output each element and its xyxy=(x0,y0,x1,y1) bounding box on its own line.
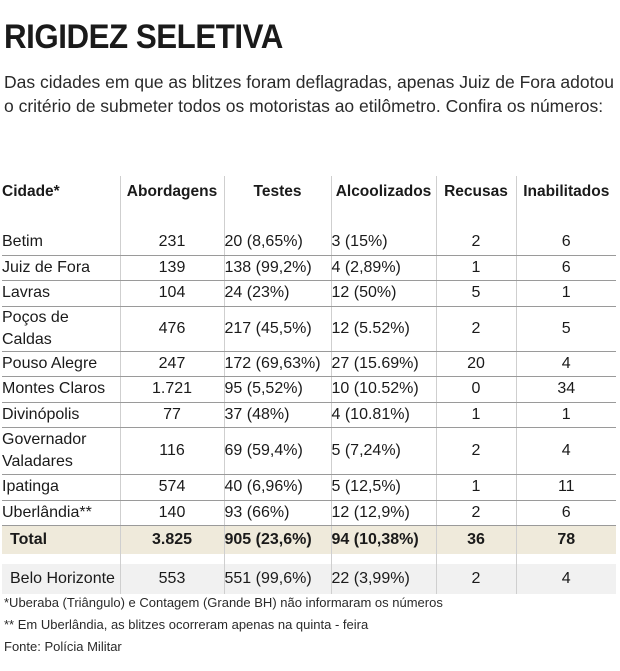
footnotes xyxy=(4,592,443,658)
footnote-2: ** Em Uberlândia, as blitzes ocorreram apenas na quinta - feira xyxy=(4,617,369,632)
cell-disqualified: 11 xyxy=(516,475,616,501)
cell-disqualified: 4 xyxy=(516,351,616,377)
page-title: RIGIDEZ SELETIVA xyxy=(4,18,283,56)
cell-disqualified: 34 xyxy=(516,377,616,403)
data-table xyxy=(2,176,616,594)
cell-drunk: 94 (10,38%) xyxy=(331,526,436,555)
header-approaches: Abordagens xyxy=(120,176,224,208)
cell-tests: 24 (23%) xyxy=(224,281,331,307)
cell-city: Montes Claros xyxy=(2,377,120,403)
table-row xyxy=(2,281,616,307)
table-row xyxy=(2,255,616,281)
cell-disqualified: 78 xyxy=(516,526,616,555)
cell-refusals: 5 xyxy=(436,281,516,307)
cell-drunk: 10 (10.52%) xyxy=(331,377,436,403)
table-row xyxy=(2,306,616,351)
cell-city: Governador Valadares xyxy=(2,428,120,475)
total-row xyxy=(2,526,616,555)
belo-horizonte-row xyxy=(2,564,616,594)
cell-refusals: 20 xyxy=(436,351,516,377)
footnote-1: *Uberaba (Triângulo) e Contagem (Grande BH) não informaram os números xyxy=(4,595,443,610)
cell-tests: 93 (66%) xyxy=(224,500,331,526)
cell-city: Divinópolis xyxy=(2,402,120,428)
cell-drunk: 4 (2,89%) xyxy=(331,255,436,281)
cell-city: Lavras xyxy=(2,281,120,307)
cell-refusals: 2 xyxy=(436,428,516,475)
header-drunk: Alcoolizados xyxy=(331,176,436,208)
cell-drunk: 12 (50%) xyxy=(331,281,436,307)
cell-drunk: 5 (7,24%) xyxy=(331,428,436,475)
cell-disqualified: 1 xyxy=(516,281,616,307)
cell-tests: 95 (5,52%) xyxy=(224,377,331,403)
cell-tests: 37 (48%) xyxy=(224,402,331,428)
cell-disqualified: 6 xyxy=(516,255,616,281)
cell-refusals: 2 xyxy=(436,230,516,255)
cell-city: Ipatinga xyxy=(2,475,120,501)
cell-city: Pouso Alegre xyxy=(2,351,120,377)
cell-tests: 20 (8,65%) xyxy=(224,230,331,255)
cell-drunk: 22 (3,99%) xyxy=(331,564,436,594)
cell-tests: 69 (59,4%) xyxy=(224,428,331,475)
cell-disqualified: 6 xyxy=(516,230,616,255)
cell-approaches: 104 xyxy=(120,281,224,307)
cell-drunk: 5 (12,5%) xyxy=(331,475,436,501)
table-row xyxy=(2,377,616,403)
cell-city: Uberlândia** xyxy=(2,500,120,526)
header-disqualified: Inabilitados xyxy=(523,183,610,200)
cell-approaches: 574 xyxy=(120,475,224,501)
table-row xyxy=(2,351,616,377)
cell-tests: 217 (45,5%) xyxy=(224,306,331,351)
cell-city: Total xyxy=(2,526,120,555)
cell-disqualified: 5 xyxy=(516,306,616,351)
table-row xyxy=(2,475,616,501)
cell-approaches: 231 xyxy=(120,230,224,255)
cell-approaches: 140 xyxy=(120,500,224,526)
cell-refusals: 2 xyxy=(436,306,516,351)
cell-tests: 905 (23,6%) xyxy=(224,526,331,555)
cell-approaches: 116 xyxy=(120,428,224,475)
cell-drunk: 12 (5.52%) xyxy=(331,306,436,351)
table-row xyxy=(2,230,616,255)
cell-refusals: 2 xyxy=(436,564,516,594)
cell-refusals: 2 xyxy=(436,500,516,526)
header-refusals: Recusas xyxy=(436,176,516,208)
cell-tests: 172 (69,63%) xyxy=(224,351,331,377)
cell-approaches: 247 xyxy=(120,351,224,377)
cell-tests: 138 (99,2%) xyxy=(224,255,331,281)
cell-city: Belo Horizonte xyxy=(2,564,120,594)
cell-drunk: 4 (10.81%) xyxy=(331,402,436,428)
cell-disqualified: 6 xyxy=(516,500,616,526)
cell-approaches: 139 xyxy=(120,255,224,281)
cell-disqualified: 4 xyxy=(516,428,616,475)
cell-disqualified: 1 xyxy=(516,402,616,428)
cell-city: Poços de Caldas xyxy=(2,306,120,351)
cell-disqualified: 4 xyxy=(516,564,616,594)
cell-refusals: 1 xyxy=(436,255,516,281)
cell-refusals: 0 xyxy=(436,377,516,403)
table-row xyxy=(2,428,616,475)
header-row xyxy=(2,176,616,208)
cell-tests: 40 (6,96%) xyxy=(224,475,331,501)
cell-approaches: 476 xyxy=(120,306,224,351)
table-row xyxy=(2,402,616,428)
cell-refusals: 36 xyxy=(436,526,516,555)
cell-tests: 551 (99,6%) xyxy=(224,564,331,594)
cell-approaches: 553 xyxy=(120,564,224,594)
cell-drunk: 3 (15%) xyxy=(331,230,436,255)
cell-refusals: 1 xyxy=(436,475,516,501)
cell-refusals: 1 xyxy=(436,402,516,428)
cell-city: Betim xyxy=(2,230,120,255)
table-row xyxy=(2,500,616,526)
source-note: Fonte: Polícia Militar xyxy=(4,639,122,654)
cell-drunk: 27 (15.69%) xyxy=(331,351,436,377)
cell-city: Juiz de Fora xyxy=(2,255,120,281)
header-city: Cidade* xyxy=(2,176,120,208)
cell-approaches: 1.721 xyxy=(120,377,224,403)
cell-approaches: 77 xyxy=(120,402,224,428)
subtitle: Das cidades em que as blitzes foram deflagradas, apenas Juiz de Fora adotou o critério de submeter todos os motoristas ao etilômetro. Confira os números: xyxy=(4,72,614,116)
cell-approaches: 3.825 xyxy=(120,526,224,555)
header-tests: Testes xyxy=(224,176,331,208)
cell-drunk: 12 (12,9%) xyxy=(331,500,436,526)
